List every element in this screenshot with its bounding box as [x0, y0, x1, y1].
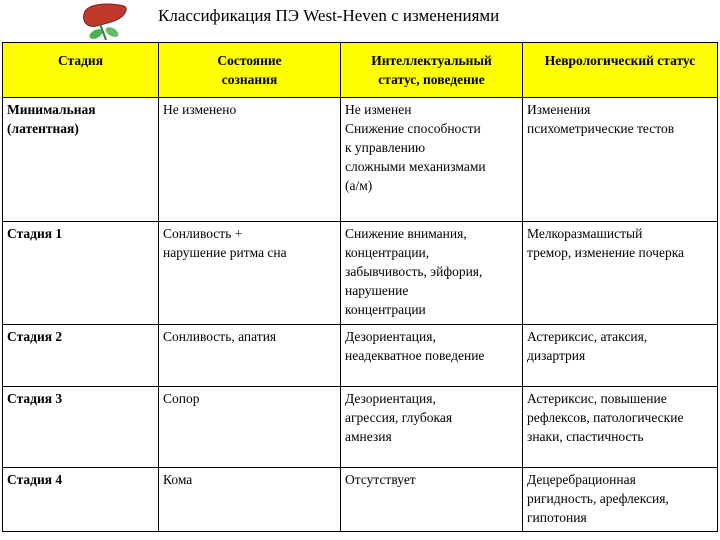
header-consciousness — [159, 43, 341, 98]
liver-icon — [76, 0, 132, 42]
cell-text: сложными механизмами — [345, 159, 486, 174]
cell-consciousness — [159, 387, 341, 468]
cell-text: Стадия 3 — [7, 391, 63, 406]
header-neuro — [523, 43, 718, 98]
table-body — [3, 98, 718, 532]
cell-text: Не изменено — [163, 102, 237, 117]
cell-text: (латентная) — [7, 121, 79, 136]
table-row — [3, 387, 718, 468]
cell-text: дизартрия — [527, 348, 586, 363]
header-text: Стадия — [57, 53, 104, 68]
cell-text: Изменения — [527, 102, 591, 117]
header-text: Интеллектуальный — [371, 53, 492, 68]
cell-text: Снижение способности — [345, 121, 481, 136]
header-stage — [3, 43, 159, 98]
cell-intellect — [341, 468, 523, 532]
cell-text: Стадия 1 — [7, 226, 63, 241]
cell-consciousness — [159, 325, 341, 387]
header-text: Состояние — [217, 53, 282, 68]
cell-stage — [3, 98, 159, 222]
cell-text: Дезориентация, — [345, 329, 436, 344]
cell-text: Сонливость, апатия — [163, 329, 277, 344]
cell-text: Мелкоразмашистый — [527, 226, 643, 241]
header-intellect — [341, 43, 523, 98]
cell-text: Кома — [163, 472, 193, 487]
cell-stage — [3, 468, 159, 532]
cell-consciousness — [159, 98, 341, 222]
cell-stage — [3, 387, 159, 468]
cell-neuro — [523, 387, 718, 468]
cell-text: (а/м) — [345, 178, 373, 193]
header-text: сознания — [221, 72, 278, 87]
cell-consciousness — [159, 222, 341, 325]
cell-text: Минимальная — [7, 102, 96, 117]
cell-text: Сонливость + — [163, 226, 243, 241]
cell-intellect — [341, 325, 523, 387]
cell-text: Астериксис, атаксия, — [527, 329, 648, 344]
cell-text: рефлексов, патологические — [527, 410, 684, 425]
cell-neuro — [523, 222, 718, 325]
table-row — [3, 98, 718, 222]
cell-text: Отсутствует — [345, 472, 416, 487]
cell-neuro — [523, 325, 718, 387]
table-row — [3, 325, 718, 387]
cell-text: Не изменен — [345, 102, 412, 117]
cell-text: тремор, изменение почерка — [527, 245, 685, 260]
cell-consciousness — [159, 468, 341, 532]
cell-text: Снижение внимания, — [345, 226, 467, 241]
cell-text: психометрические тестов — [527, 121, 675, 136]
cell-text: концентрации, — [345, 245, 430, 260]
cell-text: Сопор — [163, 391, 200, 406]
cell-stage — [3, 325, 159, 387]
cell-neuro — [523, 98, 718, 222]
cell-stage — [3, 222, 159, 325]
cell-text: амнезия — [345, 429, 392, 444]
cell-text: нарушение ритма сна — [163, 245, 287, 260]
table-row — [3, 468, 718, 532]
cell-text: нарушение — [345, 283, 409, 298]
cell-text: Дезориентация, — [345, 391, 436, 406]
cell-text: Стадия 4 — [7, 472, 63, 487]
classification-table — [2, 42, 718, 532]
page-title: Классификация ПЭ West-Heven с изменениями — [158, 6, 500, 25]
cell-intellect — [341, 98, 523, 222]
cell-text: знаки, спастичность — [527, 429, 644, 444]
cell-text: к управлению — [345, 140, 426, 155]
table-row — [3, 222, 718, 325]
cell-text: ригидность, арефлексия, — [527, 491, 669, 506]
cell-text: Астериксис, повышение — [527, 391, 667, 406]
table-header-row — [3, 43, 718, 98]
header-text: статус, поведение — [378, 72, 485, 87]
cell-text: Стадия 2 — [7, 329, 63, 344]
cell-intellect — [341, 387, 523, 468]
cell-text: агрессия, глубокая — [345, 410, 453, 425]
cell-intellect — [341, 222, 523, 325]
cell-text: гипотония — [527, 510, 587, 525]
cell-text: забывчивость, эйфория, — [345, 264, 483, 279]
cell-text: Децеребрационная — [527, 472, 636, 487]
cell-text: концентрации — [345, 302, 426, 317]
cell-neuro — [523, 468, 718, 532]
cell-text: неадекватное поведение — [345, 348, 485, 363]
header-text: Неврологический статус — [544, 53, 696, 68]
